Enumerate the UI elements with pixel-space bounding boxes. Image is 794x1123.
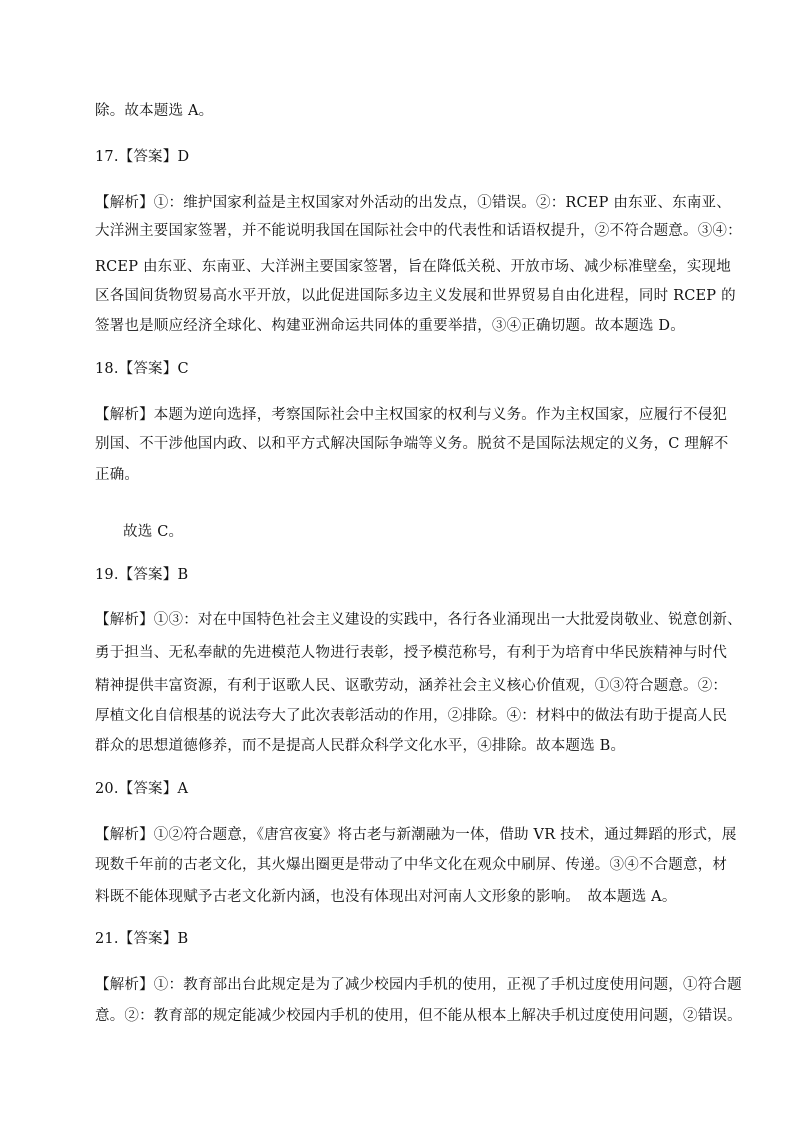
text-line: 勇于担当、无私奉献的先进模范人物进行表彰，授予模范称号，有利于为培育中华民族精神与时代 [95,645,728,661]
text-line: 【解析】本题为逆向选择，考察国际社会中主权国家的权利与义务。作为主权国家，应履行不侵犯 [95,407,728,423]
text-line: 正确。 [95,467,140,483]
text-line: 大洋洲主要国家签署，并不能说明我国在国际社会中的代表性和话语权提升，②不符合题意。③④： [95,223,742,239]
text-line: 意。②：教育部的规定能减少校园内手机的使用，但不能从根本上解决手机过度使用问题，②错误。 [95,1008,742,1024]
answer-heading-19: 19.【答案】B [95,567,189,583]
text-line: 现数千年前的古老文化，其火爆出圈更是带动了中华文化在观众中刷屏、传递。③④不合题意，材 [95,857,728,873]
text-line: 别国、不干涉他国内政、以和平方式解决国际争端等义务。脱贫不是国际法规定的义务，C 理解不 [95,436,729,452]
text-line: 【解析】①：维护国家利益是主权国家对外活动的出发点，①错误。②：RCEP 由东亚、东南亚、 [95,195,731,211]
text-line: 故选 C。 [123,524,184,540]
text-line: 除。故本题选 A。 [95,103,214,119]
text-line: 【解析】①：教育部出台此规定是为了减少校园内手机的使用，正视了手机过度使用问题，①符合题 [95,977,742,993]
text-line: 【解析】①③：对在中国特色社会主义建设的实践中，各行各业涌现出一大批爱岗敬业、锐意创新、 [95,612,742,628]
text-line: 群众的思想道德修养，而不是提高人民群众科学文化水平，④排除。故本题选 B。 [95,738,626,754]
answer-heading-17: 17.【答案】D [95,149,190,165]
text-line: 精神提供丰富资源，有利于讴歌人民、讴歌劳动，涵养社会主义核心价值观，①③符合题意。②： [95,678,728,694]
text-line: 料既不能体现赋予古老文化新内涵，也没有体现出对河南人文形象的影响。 故本题选 A。 [95,889,677,905]
text-line: RCEP 由东亚、东南亚、大洋洲主要国家签署，旨在降低关税、开放市场、减少标准壁垒，实现地 [95,259,731,275]
text-line: 【解析】①②符合题意，《唐宫夜宴》将古老与新潮融为一体，借助 VR 技术，通过舞蹈的形式，展 [95,827,737,843]
answer-heading-20: 20.【答案】A [95,781,189,797]
text-line: 厚植文化自信根基的说法夸大了此次表彰活动的作用，②排除。④：材料中的做法有助于提高人民 [95,708,728,724]
text-line: 签署也是顺应经济全球化、构建亚洲命运共同体的重要举措，③④正确切题。故本题选 D。 [95,318,685,334]
text-line: 区各国间货物贸易高水平开放，以此促进国际多边主义发展和世界贸易自由化进程，同时 RCEP 的 [95,288,736,304]
answer-heading-18: 18.【答案】C [95,361,189,377]
answer-heading-21: 21.【答案】B [95,931,189,947]
